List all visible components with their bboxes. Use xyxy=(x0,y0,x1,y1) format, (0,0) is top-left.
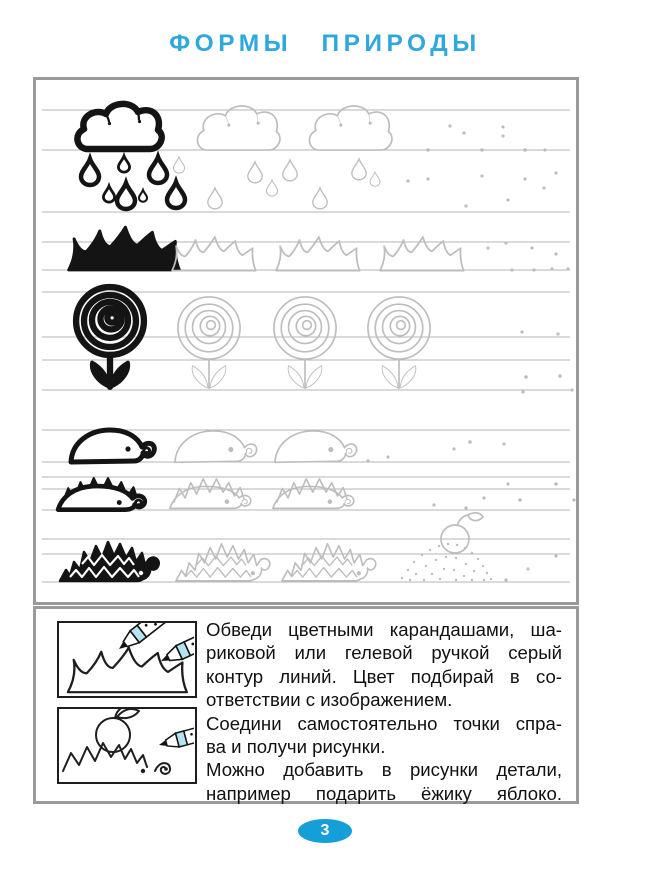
raindrop-example xyxy=(118,156,129,172)
hedgehog-spikes-connect-dots xyxy=(432,482,575,509)
flower-trace-2 xyxy=(274,297,336,388)
instruction-line: например подарить ёжику яблоко. xyxy=(206,782,562,804)
hedgehog-spikes-trace-2 xyxy=(273,479,354,508)
hedgehog-dotted-outline xyxy=(401,543,558,582)
hedgehog-complete-trace-2 xyxy=(282,544,376,581)
raindrop-example xyxy=(103,186,114,202)
cloud-example xyxy=(77,104,161,149)
apple-trace xyxy=(441,513,483,553)
instruction-line: риковой или гелевой ручкой серый xyxy=(206,642,562,664)
instruction-line: Соедини самостоятельно точки спра- xyxy=(206,712,562,734)
pencil-icon xyxy=(157,722,194,752)
row-hedgehog-complete xyxy=(60,513,558,582)
raindrop-trace xyxy=(248,162,262,183)
row-hedgehog-spikes xyxy=(58,478,576,510)
instruction-line: ва и получи рисунки. xyxy=(206,736,386,758)
raindrop-trace xyxy=(370,172,380,186)
instruction-line: контур линий. Цвет подбирай в со- xyxy=(206,665,562,687)
hedgehog-spikes-trace-1 xyxy=(170,479,251,508)
instruction-panel xyxy=(33,606,579,804)
raindrop-trace xyxy=(266,180,277,196)
row-grass xyxy=(69,227,570,271)
flower-example xyxy=(76,287,144,387)
cloud-trace-2 xyxy=(309,106,392,150)
grass-connect-dots xyxy=(486,241,569,271)
practice-worksheet xyxy=(33,77,579,605)
hedgehog-complete-example xyxy=(60,542,159,581)
pencil-icon xyxy=(114,623,176,655)
page-number-badge xyxy=(298,819,352,843)
raindrop-trace xyxy=(208,188,222,209)
page-number: 3 xyxy=(320,822,330,839)
raindrop-example xyxy=(81,159,99,185)
cloud-trace-1 xyxy=(197,106,280,150)
hedgehog-body-connect-dots xyxy=(366,440,505,463)
raindrop-example xyxy=(139,190,147,202)
practice-figures xyxy=(36,80,576,602)
illustration-pencil-hedgehog xyxy=(57,707,197,784)
row-clouds xyxy=(77,104,546,152)
row-hedgehog-body xyxy=(71,430,506,463)
grass-example xyxy=(69,227,180,270)
raindrop-example xyxy=(117,183,135,209)
raindrop-connect-dots xyxy=(406,171,557,207)
instruction-text xyxy=(206,618,562,805)
raindrop-trace xyxy=(283,160,297,181)
page-title: ФОРМЫ ПРИРОДЫ xyxy=(169,30,481,57)
hedgehog-apple-sketch xyxy=(63,709,170,774)
raindrop-example xyxy=(167,182,185,208)
hedgehog-body-trace-1 xyxy=(175,431,257,462)
raindrop-example xyxy=(149,157,167,183)
hedgehog-complete-trace-1 xyxy=(176,544,270,581)
instruction-line: Обведи цветными карандашами, ша- xyxy=(206,619,562,640)
flower-trace-1 xyxy=(178,297,240,388)
pencil-icon xyxy=(158,626,194,668)
hedgehog-spikes-example xyxy=(58,478,145,510)
illustration-pencils-grass xyxy=(57,621,197,698)
raindrop-trace xyxy=(173,157,184,173)
instruction-line: Можно добавить в рисунки детали, xyxy=(206,759,562,781)
row-spiral-flowers xyxy=(76,287,574,394)
instruction-line: ответствии с изображением. xyxy=(206,689,453,711)
cloud-connect-dots xyxy=(426,124,546,151)
row-raindrops xyxy=(81,156,558,209)
raindrop-trace xyxy=(352,159,366,180)
flower-trace-3 xyxy=(368,297,430,388)
raindrop-trace xyxy=(313,188,327,209)
hedgehog-body-example xyxy=(71,430,154,462)
flower-connect-dots xyxy=(520,330,573,393)
hedgehog-body-trace-2 xyxy=(275,431,357,462)
